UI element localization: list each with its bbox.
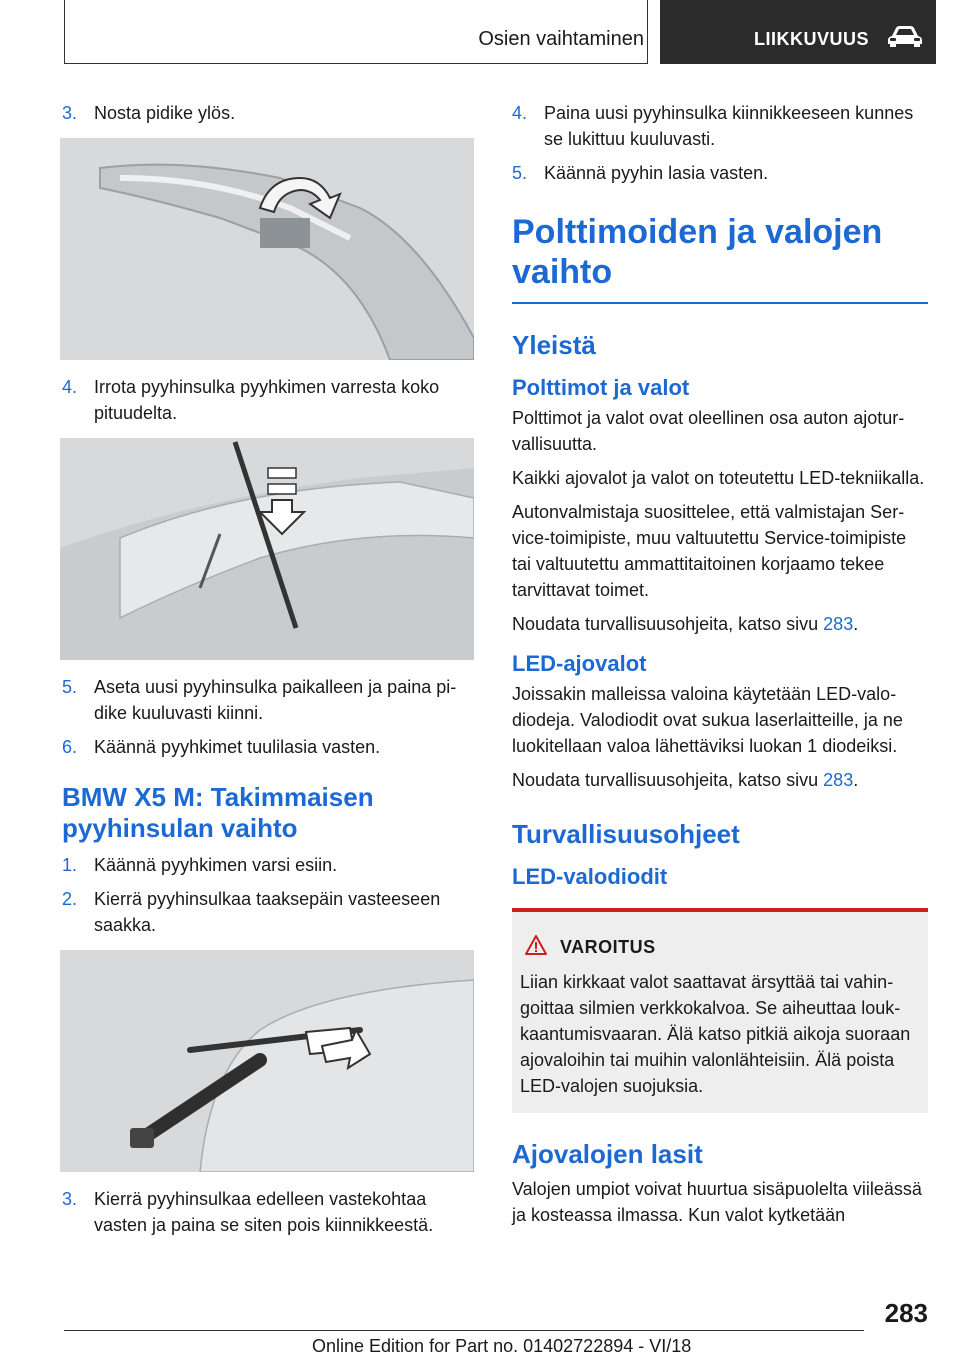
step-number: 3. bbox=[62, 103, 78, 123]
main-heading: Polttimoiden ja valojen vaihto bbox=[512, 213, 883, 291]
warning-text: Liian kirkkaat valot saattavat ärsyttää tai vahingoittaa silmien verkkokalvoa. Se aiheuttaa loukkaantumisvaaran. Älä katso pitkiä aikoja suoraan ajovaloihin tai muihin valonlähteisiin. Älä poista LED-valojen suojuksia. bbox=[520, 972, 911, 1096]
paragraph-with-link bbox=[512, 611, 926, 637]
footer-edition: Online Edition for Part no. 01402722894 - VI/18 bbox=[312, 1336, 692, 1356]
paragraph: Autonvalmistaja suosittelee, että valmistajan Service-toimipiste, muu valtuutettu Service-toimipiste tai valtuutettu ammattitaitoinen korjaamo tekee tarvittavat toimet. bbox=[512, 502, 907, 600]
figure-wiper-blade-remove bbox=[60, 438, 474, 660]
page-link[interactable]: 283 bbox=[823, 614, 854, 634]
step-text: Irrota pyyhinsulka pyyhkimen varresta koko pituudelta. bbox=[94, 377, 440, 423]
heading-divider bbox=[512, 302, 928, 304]
step-number: 2. bbox=[62, 889, 78, 909]
figure-wiper-clip bbox=[60, 138, 474, 360]
section-heading-lenses: Ajovalojen lasit bbox=[512, 1139, 703, 1169]
step-number: 4. bbox=[62, 377, 78, 397]
step-text: Käännä pyyhkimen varsi esiin. bbox=[94, 855, 338, 875]
step-number: 6. bbox=[62, 737, 78, 757]
step-list-c bbox=[62, 674, 476, 760]
step-list-b bbox=[62, 374, 476, 426]
step-number: 4. bbox=[512, 103, 528, 123]
warning-title: VAROITUS bbox=[560, 937, 656, 957]
step-number: 5. bbox=[62, 677, 78, 697]
paragraph-text: Noudata turvallisuusohjeita, katso sivu bbox=[512, 614, 824, 634]
subheading-led-diodes: LED-valodiodit bbox=[512, 864, 668, 889]
step-number: 5. bbox=[512, 163, 528, 183]
list-item bbox=[62, 734, 476, 760]
subheading-bulbs: Polttimot ja valot bbox=[512, 375, 690, 400]
warning-triangle-icon bbox=[524, 934, 548, 961]
footer-divider bbox=[64, 1330, 864, 1331]
header-chapter-box bbox=[660, 0, 936, 64]
list-item bbox=[62, 674, 476, 726]
step-number: 1. bbox=[62, 855, 78, 875]
page-link[interactable]: 283 bbox=[823, 770, 854, 790]
step-text: Kierrä pyyhinsulkaa edelleen vastekohtaa vasten ja paina se siten pois kiinnikkeestä. bbox=[94, 1189, 434, 1235]
car-icon bbox=[886, 24, 924, 53]
list-item bbox=[512, 160, 926, 186]
left-column bbox=[62, 100, 476, 1246]
step-text: Nosta pidike ylös. bbox=[94, 103, 236, 123]
paragraph: Joissakin malleissa valoina käytetään LED-valodiodeja. Valodiodit ovat sukua laserlaitteille, ja ne luokitellaan valoa lähettäviksi luokan 1 diodeiksi. bbox=[512, 684, 903, 756]
paragraph-text: . bbox=[853, 770, 859, 790]
step-text: Aseta uusi pyyhinsulka paikalleen ja paina pidike kuuluvasti kiinni. bbox=[94, 677, 457, 723]
header-chapter-title: LIIKKUVUUS bbox=[754, 29, 870, 49]
step-list-right bbox=[512, 100, 926, 186]
paragraph-with-link bbox=[512, 767, 926, 793]
section-heading-general: Yleistä bbox=[512, 330, 596, 360]
subheading-led-headlights: LED-ajovalot bbox=[512, 651, 647, 676]
step-text: Käännä pyyhin lasia vasten. bbox=[544, 163, 769, 183]
figure-rear-wiper bbox=[60, 950, 474, 1172]
paragraph-text: Noudata turvallisuusohjeita, katso sivu bbox=[512, 770, 824, 790]
header-section-title: Osien vaihtaminen bbox=[478, 28, 644, 50]
step-list-d bbox=[62, 852, 476, 938]
step-text: Kierrä pyyhinsulkaa taaksepäin vasteeseen saakka. bbox=[94, 889, 441, 935]
list-item bbox=[512, 100, 926, 152]
paragraph-text: . bbox=[853, 614, 859, 634]
paragraph: Polttimot ja valot ovat oleellinen osa auton ajoturvallisuutta. bbox=[512, 408, 905, 454]
paragraph: Valojen umpiot voivat huurtua sisäpuolelta viileässä ja kosteassa ilmassa. Kun valot kytketään bbox=[512, 1179, 922, 1225]
step-list-e bbox=[62, 1186, 476, 1238]
list-item bbox=[62, 1186, 476, 1238]
warning-header bbox=[520, 934, 920, 961]
page-number: 283 bbox=[884, 1298, 928, 1328]
section-heading-safety: Turvallisuusohjeet bbox=[512, 819, 740, 849]
list-item bbox=[62, 100, 476, 126]
list-item bbox=[62, 374, 476, 426]
step-text: Paina uusi pyyhinsulka kiinnikkeeseen kunnes se lukittuu kuuluvasti. bbox=[544, 103, 914, 149]
list-item bbox=[62, 852, 476, 878]
step-text: Käännä pyyhkimet tuulilasia vasten. bbox=[94, 737, 381, 757]
right-column bbox=[512, 100, 926, 1236]
paragraph: Kaikki ajovalot ja valot on toteutettu LED-tekniikalla. bbox=[512, 468, 925, 488]
warning-box bbox=[512, 908, 928, 1113]
section-heading-rear-wiper: BMW X5 M: Takimmaisen pyyhinsulan vaihto bbox=[62, 782, 374, 843]
step-list-a bbox=[62, 100, 476, 126]
step-number: 3. bbox=[62, 1189, 78, 1209]
list-item bbox=[62, 886, 476, 938]
